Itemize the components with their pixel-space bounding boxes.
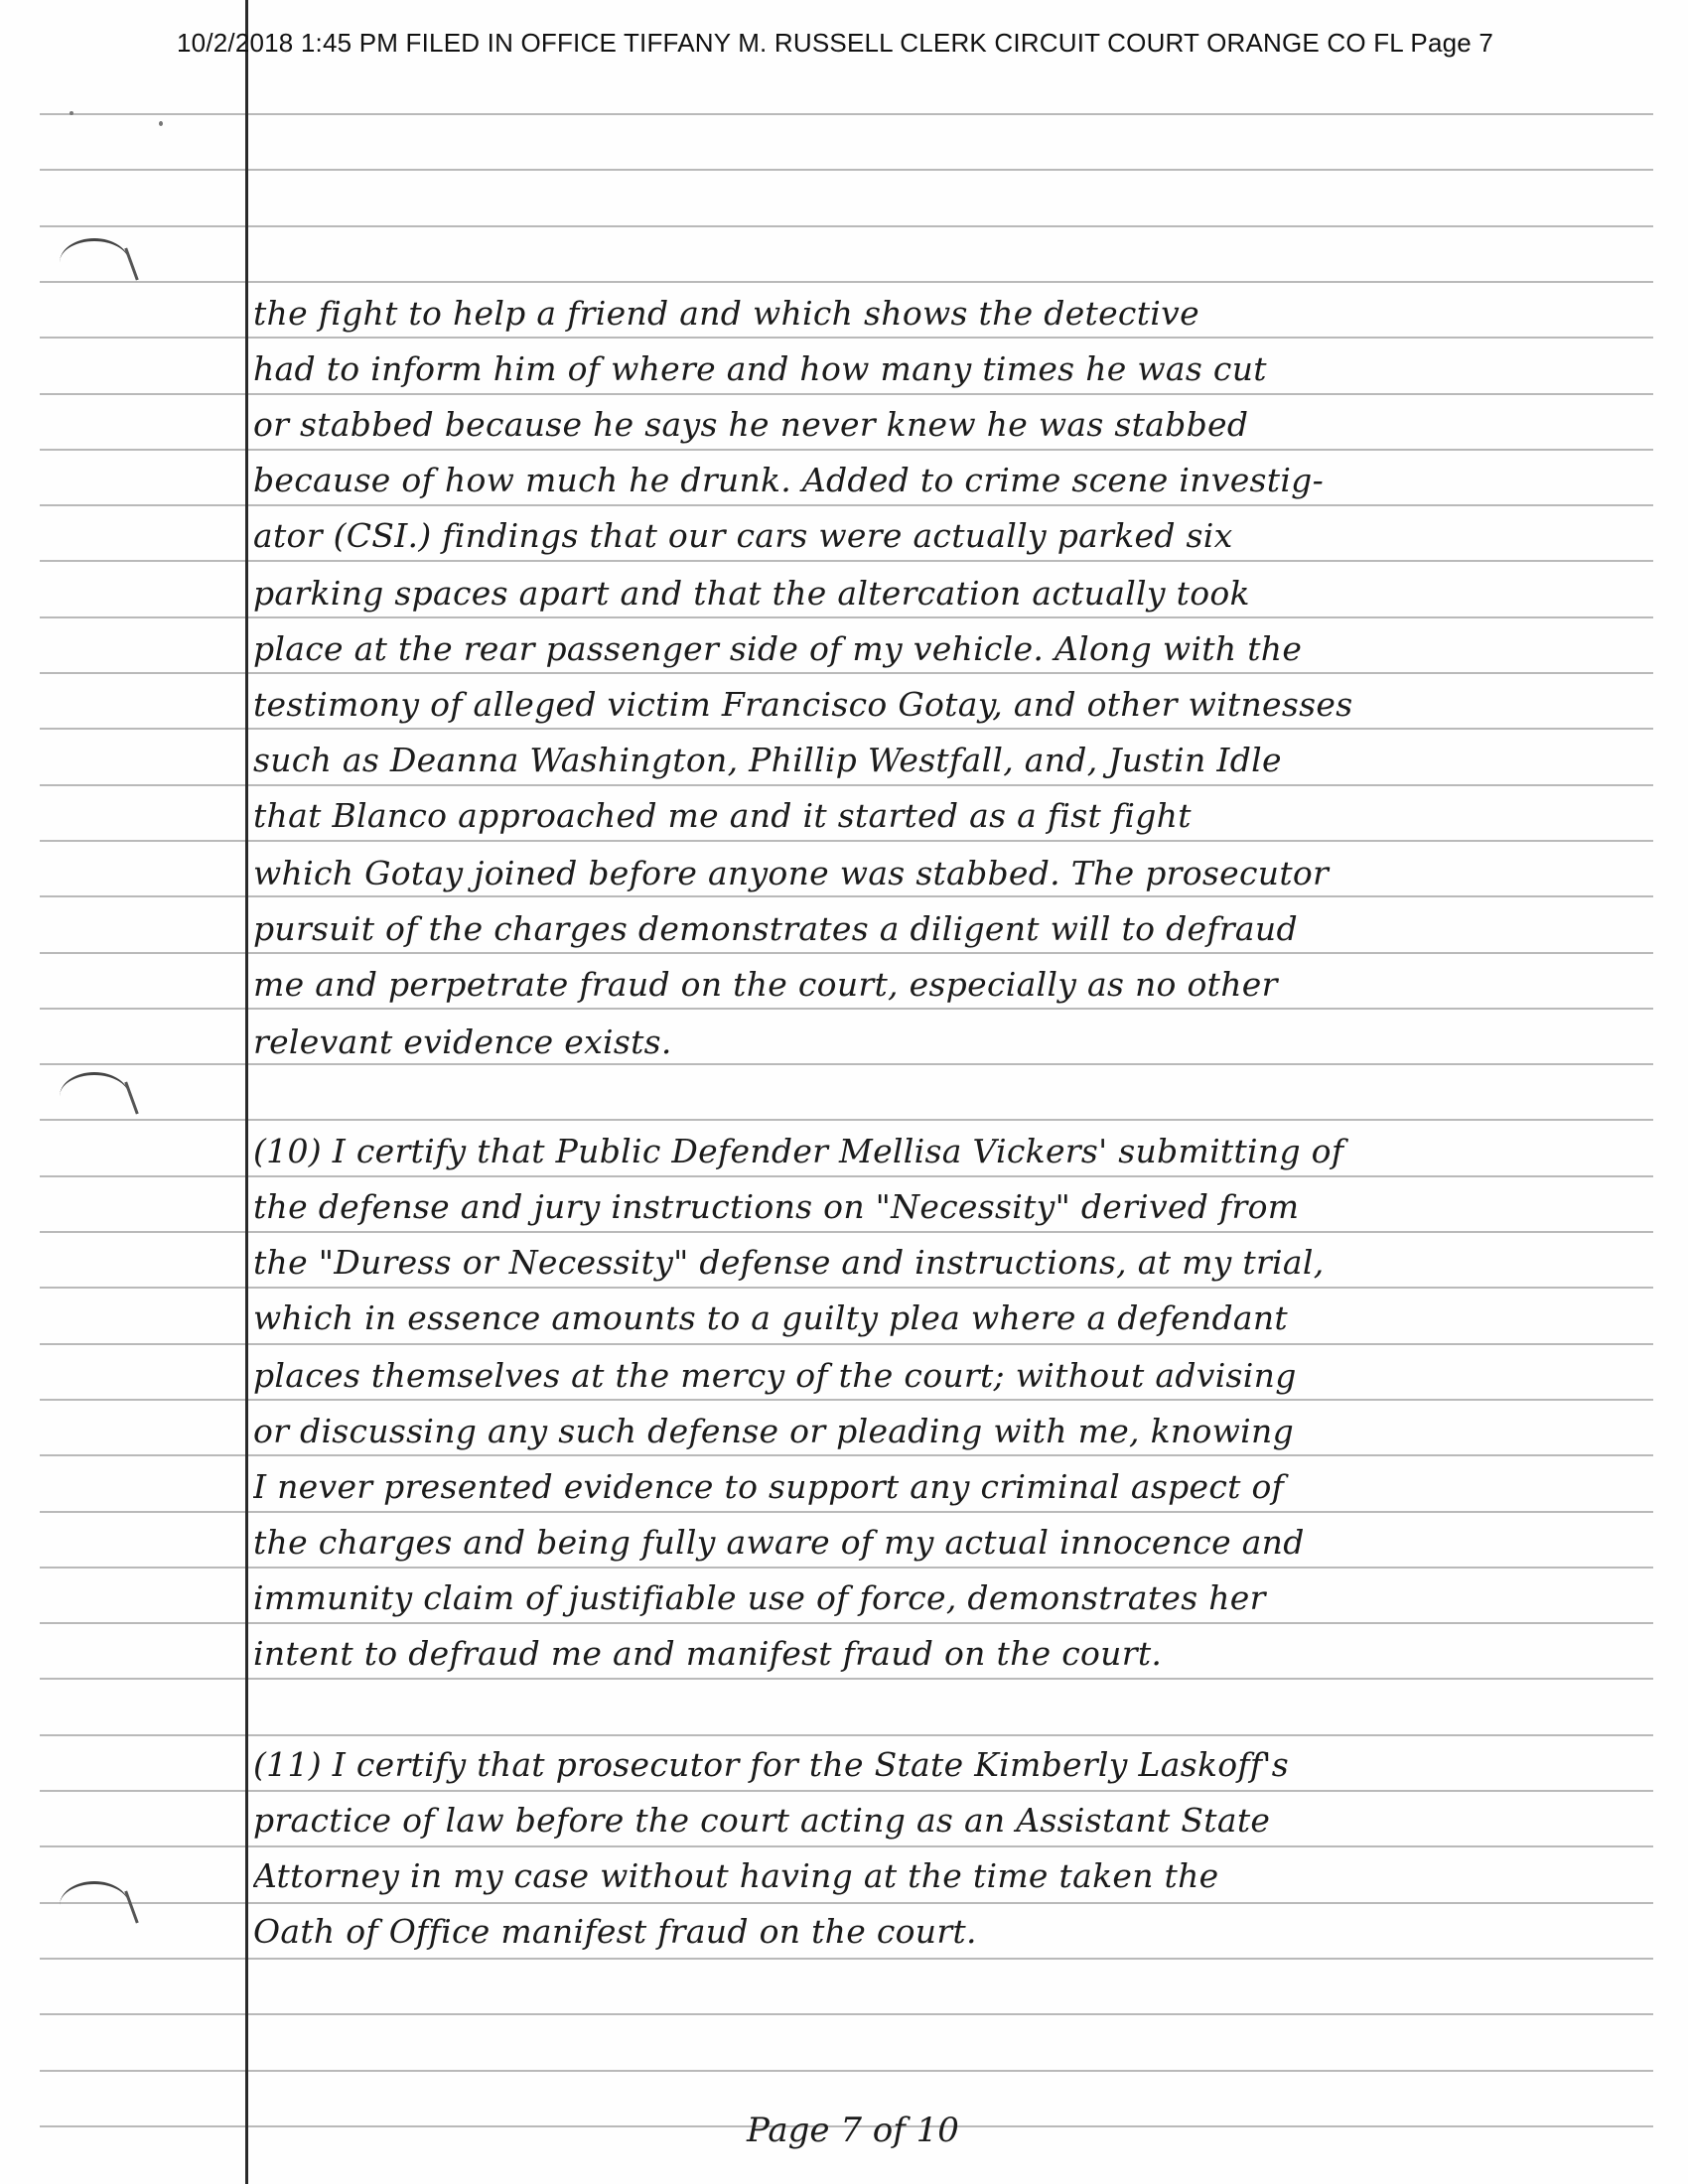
body-line: pursuit of the charges demonstrates a diligent will to defraud	[253, 909, 1298, 948]
ruled-line	[40, 1958, 1653, 1960]
ruled-line	[40, 1343, 1653, 1345]
ruled-line	[40, 1622, 1653, 1624]
ruled-line	[40, 895, 1653, 897]
body-line: the charges and being fully aware of my actual innocence and	[253, 1523, 1305, 1562]
scan-speck	[70, 111, 73, 115]
margin-line	[245, 0, 248, 2184]
body-line: parking spaces apart and that the altercation actually took	[253, 574, 1250, 613]
body-line: the fight to help a friend and which shows the detective	[253, 294, 1199, 333]
ruled-line	[40, 337, 1653, 339]
ruled-line	[40, 281, 1653, 283]
ruled-line	[40, 616, 1653, 618]
ruled-line	[40, 113, 1653, 115]
body-line: which Gotay joined before anyone was stabbed. The prosecutor	[253, 854, 1330, 892]
punch-hole-middle	[60, 1072, 129, 1121]
page-number: Page 7 of 10	[747, 2111, 959, 2150]
body-line: Oath of Office manifest fraud on the court.	[253, 1912, 977, 1951]
ruled-line	[40, 2070, 1653, 2072]
ruled-line	[40, 1175, 1653, 1177]
body-line: relevant evidence exists.	[253, 1023, 672, 1061]
scan-speck	[159, 121, 163, 126]
body-line: or stabbed because he says he never knew he was stabbed	[253, 405, 1249, 444]
body-line: me and perpetrate fraud on the court, especially as no other	[253, 965, 1278, 1004]
body-line: places themselves at the mercy of the court; without advising	[253, 1356, 1297, 1395]
body-line: or discussing any such defense or pleading with me, knowing	[253, 1412, 1295, 1450]
body-line: the "Duress or Necessity" defense and instructions, at my trial,	[253, 1243, 1325, 1282]
body-line: Attorney in my case without having at the time taken the	[253, 1856, 1219, 1895]
punch-hole-bottom	[60, 1881, 129, 1930]
ruled-line	[40, 1399, 1653, 1401]
body-line: I never presented evidence to support any criminal aspect of	[253, 1467, 1285, 1506]
ruled-line	[40, 1454, 1653, 1456]
ruled-line	[40, 672, 1653, 674]
ruled-line	[40, 449, 1653, 451]
body-line: (10) I certify that Public Defender Mellisa Vickers' submitting of	[253, 1132, 1344, 1170]
ruled-line	[40, 1678, 1653, 1680]
ruled-line	[40, 728, 1653, 730]
ruled-line	[40, 1845, 1653, 1847]
body-line: because of how much he drunk. Added to crime scene investig-	[253, 461, 1325, 499]
ruled-line	[40, 2013, 1653, 2015]
body-line: immunity claim of justifiable use of force, demonstrates her	[253, 1578, 1266, 1617]
ruled-line	[40, 1008, 1653, 1010]
body-line: had to inform him of where and how many times he was cut	[253, 349, 1267, 388]
body-line: testimony of alleged victim Francisco Gotay, and other witnesses	[253, 685, 1353, 724]
ruled-line	[40, 393, 1653, 395]
body-line: ator (CSI.) findings that our cars were actually parked six	[253, 516, 1233, 555]
ruled-line	[40, 169, 1653, 171]
ruled-line	[40, 560, 1653, 562]
body-line: intent to defraud me and manifest fraud on the court.	[253, 1634, 1163, 1673]
body-line: that Blanco approached me and it started as a fist fight	[253, 796, 1192, 835]
body-line: place at the rear passenger side of my vehicle. Along with the	[253, 629, 1303, 668]
punch-hole-top	[60, 238, 129, 287]
ruled-line	[40, 1567, 1653, 1569]
body-line: practice of law before the court acting as an Assistant State	[253, 1801, 1271, 1840]
ruled-line	[40, 1790, 1653, 1792]
ruled-line	[40, 1287, 1653, 1289]
ruled-line	[40, 784, 1653, 786]
body-line: the defense and jury instructions on "Necessity" derived from	[253, 1187, 1300, 1226]
filing-stamp: 10/2/2018 1:45 PM FILED IN OFFICE TIFFANY M. RUSSELL CLERK CIRCUIT COURT ORANGE CO FL Page 7	[177, 28, 1494, 58]
ruled-line	[40, 1511, 1653, 1513]
ruled-line	[40, 1231, 1653, 1233]
ruled-line	[40, 1734, 1653, 1736]
ruled-line	[40, 504, 1653, 506]
ruled-line	[40, 1119, 1653, 1121]
body-line: such as Deanna Washington, Phillip Westfall, and, Justin Idle	[253, 741, 1282, 779]
body-line: (11) I certify that prosecutor for the State Kimberly Laskoff's	[253, 1745, 1290, 1784]
ruled-line	[40, 1902, 1653, 1904]
ruled-line	[40, 952, 1653, 954]
body-line: which in essence amounts to a guilty plea where a defendant	[253, 1298, 1288, 1337]
ruled-line	[40, 225, 1653, 227]
ruled-line	[40, 840, 1653, 842]
